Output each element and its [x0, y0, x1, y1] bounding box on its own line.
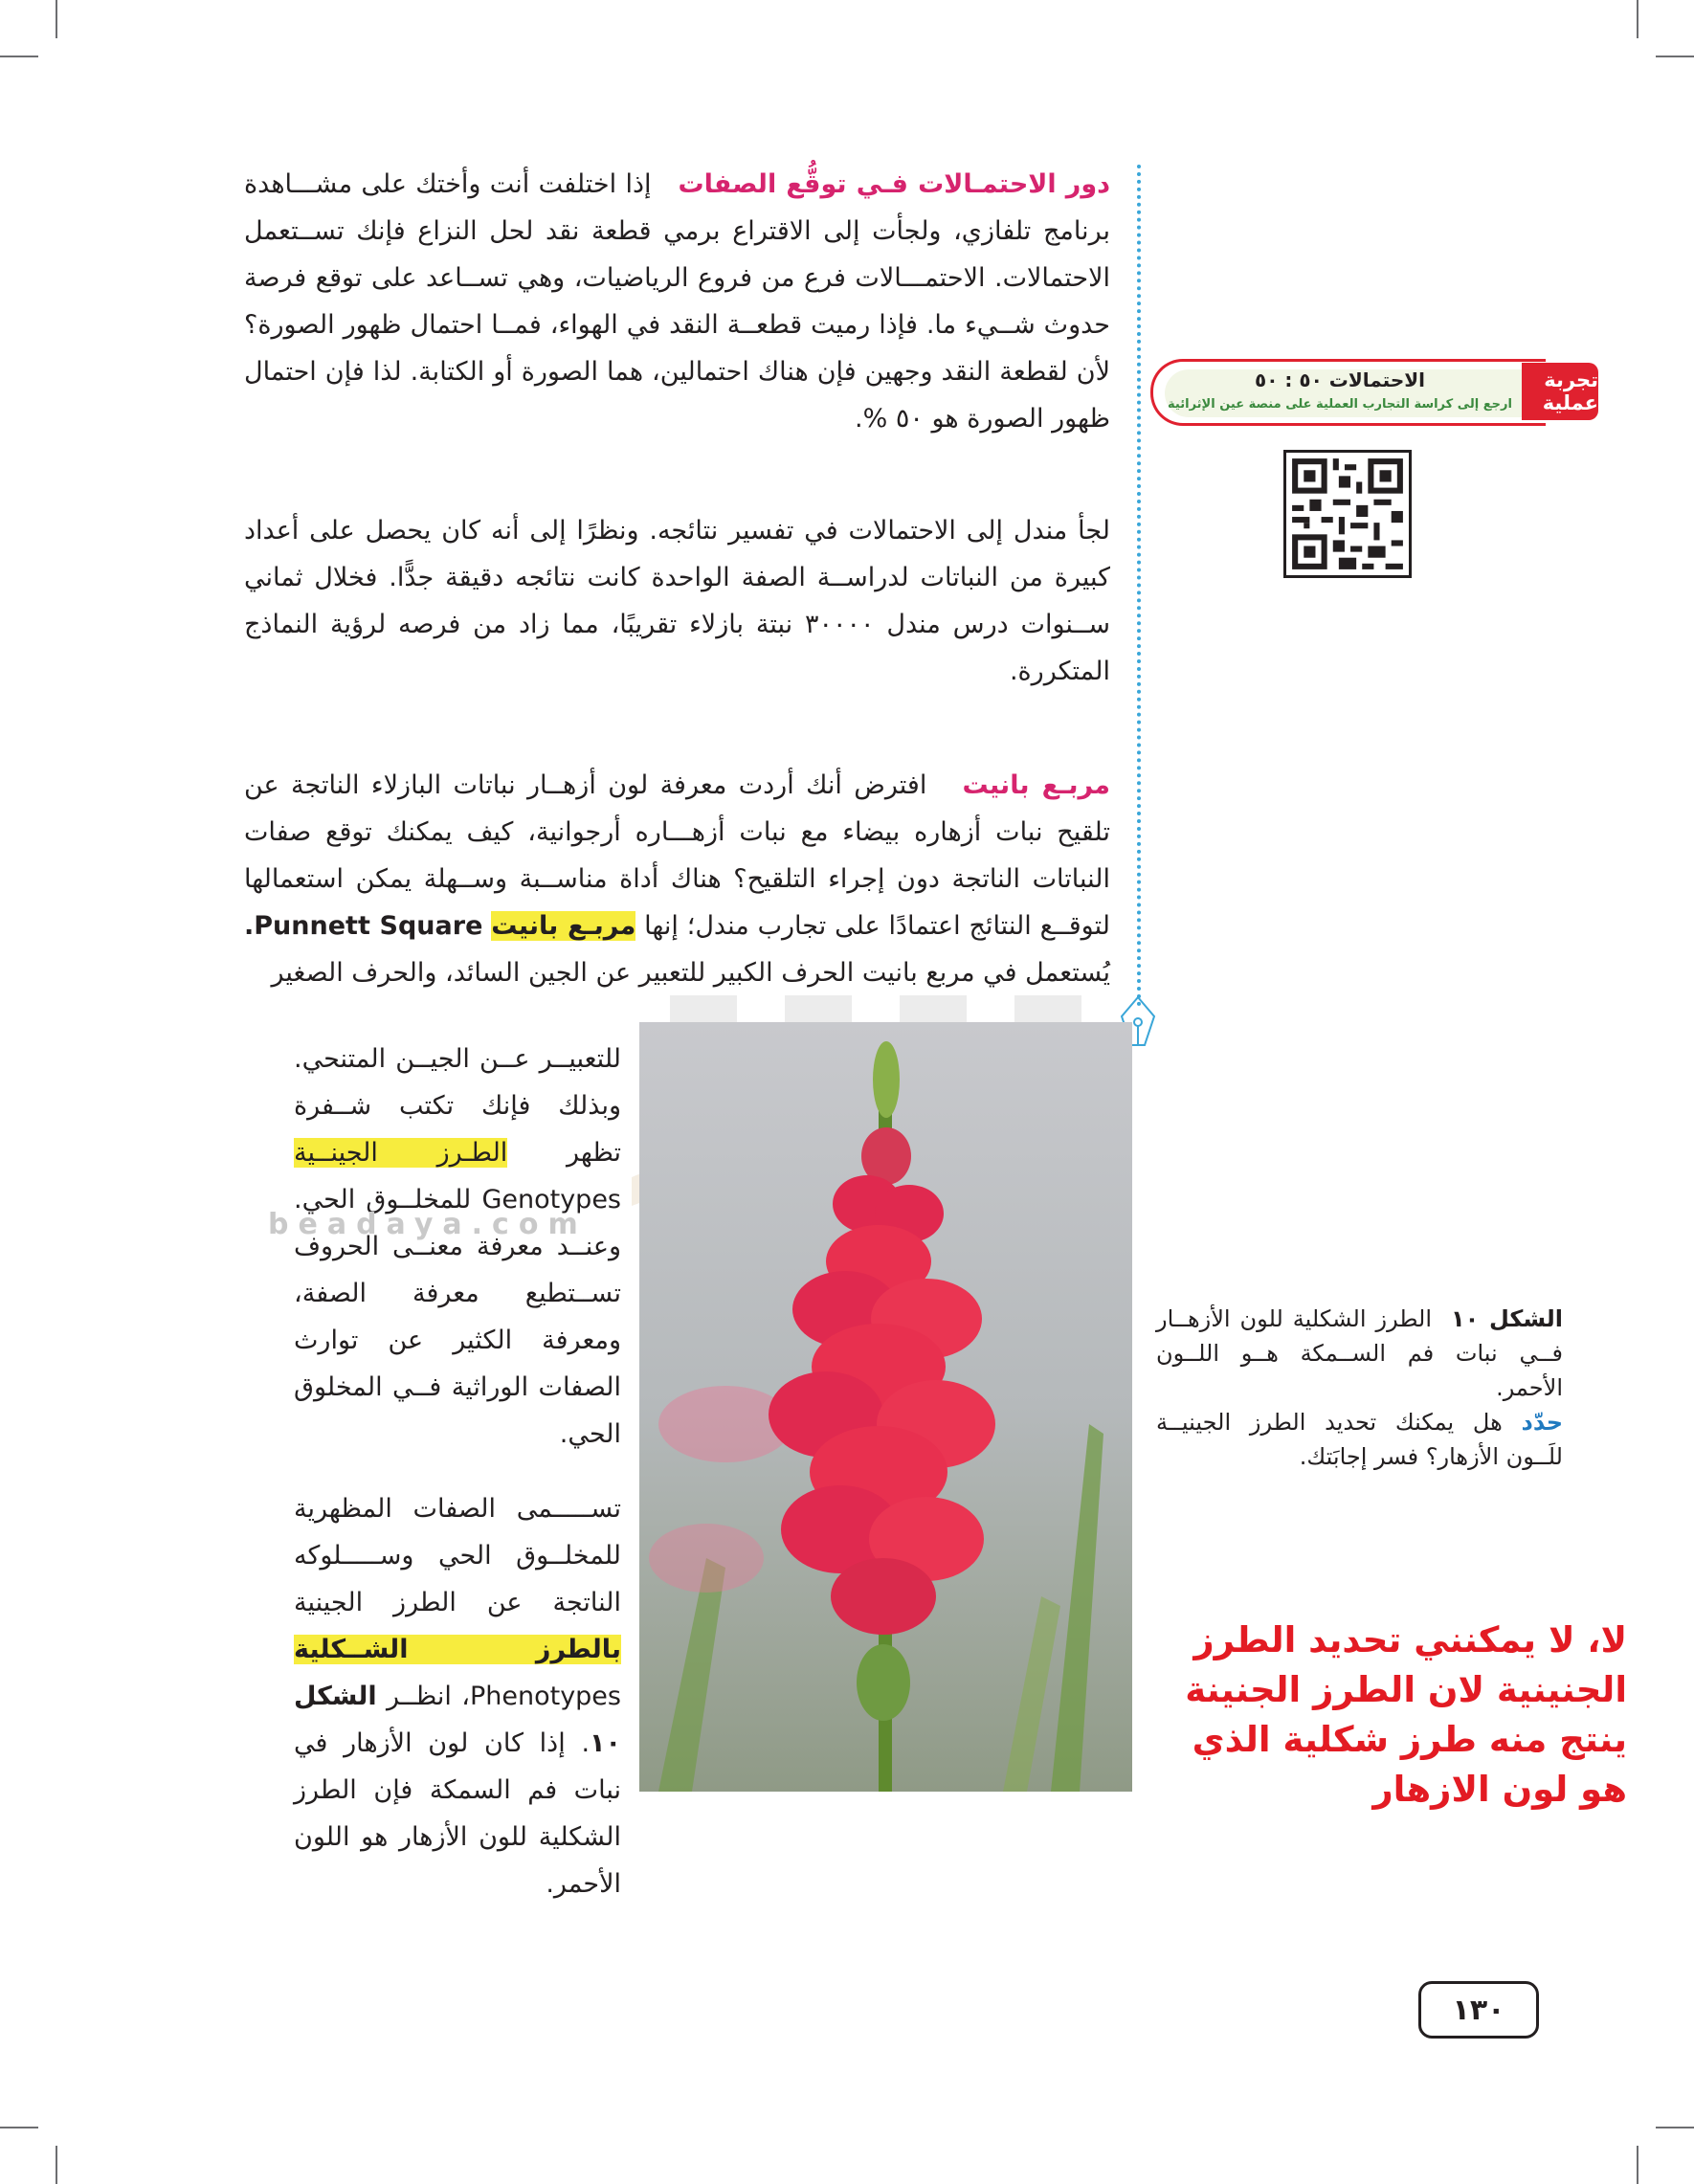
crop-mark	[1656, 56, 1694, 57]
section-genotypes	[294, 1036, 621, 1458]
section-probability	[244, 161, 1110, 442]
paragraph-text: انظــر	[387, 1682, 452, 1711]
english-term: Punnett Square.	[244, 911, 483, 941]
crop-mark	[56, 0, 57, 38]
highlighted-term: مربـع بانيت	[491, 911, 636, 941]
english-term: Phenotypes،	[461, 1682, 621, 1711]
crop-mark	[1637, 2146, 1638, 2184]
watermark-latin: beadaya.com	[268, 1208, 588, 1241]
section-punnett	[244, 762, 1110, 996]
experiment-tag: تجربة عملية	[1522, 363, 1598, 420]
paragraph-text: تســـــمى الصفات المظهرية للمخلــوق الحي وســـــلوكه الناتجة عن الطرز الجينية	[294, 1494, 621, 1617]
crop-mark	[56, 2146, 57, 2184]
section-heading: دور الاحتمـالات فـي توقُّع الصفات	[678, 169, 1110, 199]
caption-verb: حدّد	[1521, 1409, 1563, 1436]
paragraph-text: يُستعمل في مربع بانيت الحرف الكبير للتعبير عن الجين السائد، والحرف الصغير	[271, 958, 1110, 988]
figure-reference: الشكل ١٠	[294, 1682, 621, 1758]
paragraph-text: إذا اختلفت أنت وأختك على مشـــاهدة برنامج تلفازي، ولجأت إلى الاقتراع برمي قطعة نقد لحل النزاع فإنك تســتعمل الاحتمالات. الاحتمـــالات فرع من فروع الرياضيات، وهي تســاعد على توقع فرصة حدوث شــيء ما. فإذا رميت قطعــة النقد في الهواء، فمــا احتمال ظهور الصورة؟ لأن لقطعة النقد وجهين فإن هناك احتمالين، هما الصورة أو الكتابة. لذا فإن احتمال ظهور الصورة هو ٥٠ %.	[244, 169, 1110, 434]
figure-caption	[1156, 1302, 1563, 1474]
experiment-title: الاحتمالات ٥٠ : ٥٠	[1255, 368, 1425, 391]
crop-mark	[1637, 0, 1638, 38]
highlighted-term: بالطرز الشــكلية	[294, 1635, 621, 1664]
crop-mark	[0, 2127, 38, 2128]
experiment-subtitle: ارجع إلى كراسة التجارب العملية على منصة عين الإثرائية	[1168, 397, 1512, 412]
highlighted-term: الطـرز الجينــية	[294, 1138, 508, 1168]
page-number: ١٣٠	[1418, 1981, 1539, 2039]
section-heading: مربـع بانيت	[962, 770, 1110, 800]
english-term: Genotypes	[481, 1185, 621, 1215]
experiment-box[interactable]	[1150, 359, 1598, 426]
column-divider	[1137, 165, 1141, 1007]
paragraph-text: . إذا كان لون الأزهار في نبات فم السمكة فإن الطرز الشكلية للون الأزهار هو اللون الأحمر.	[294, 1728, 621, 1899]
section-phenotypes	[294, 1485, 621, 1907]
figure-label: الشكل ١٠	[1450, 1305, 1563, 1332]
qr-code-icon[interactable]	[1283, 450, 1412, 578]
paragraph-text: للتعبيــر عــن الجيــن المتنحي. وبذلك فإنك تكتب شــفرة تظهر	[294, 1044, 621, 1168]
paragraph-text: لجأ مندل إلى الاحتمالات في تفسير نتائجه. ونظرًا إلى أنه كان يحصل على أعداد كبيرة من النباتات لدراســة الصفة الواحدة كانت نتائجه دقيقة جدًّا. فخلال ثماني ســنوات درس مندل ٣٠٠٠٠ نبتة بازلاء تقريبًا، مما زاد من فرصه لرؤية النماذج المتكررة.	[244, 516, 1110, 686]
student-answer: لا، لا يمكنني تحديد الطرز الجنينية لان الطرز الجنينة ينتج منه طرز شكلية الذي هو لون الازهار	[1185, 1619, 1627, 1810]
crop-mark	[0, 56, 38, 57]
paragraph-text: للمخلــوق الحي. وعنــد معرفة معنــى الحروف تســتطيع معرفة الصفة، ومعرفة الكثير عن توارث الصفات الوراثية فــي المخلوق الحي.	[294, 1185, 621, 1449]
crop-mark	[1656, 2127, 1694, 2128]
section-mendel	[244, 507, 1110, 695]
caption-text: الطرز الشكلية للون الأزهــار فــي نبات فم الســمكة هــو اللــون الأحمر.	[1156, 1305, 1563, 1401]
paragraph-text: افترض أنك أردت معرفة لون أزهــار نباتات البازلاء الناتجة عن تلقيح نبات أزهاره بيضاء مع نبات أزهـــاره أرجوانية، كيف يمكنك توقع صفات النباتات الناتجة دون إجراء التلقيح؟ هناك أداة مناســبة وســهلة يمكن استعمالها لتوقــع النتائج اعتمادًا على تجارب مندل؛ إنها	[244, 770, 1110, 941]
snapdragon-photo	[639, 1022, 1132, 1792]
caption-question: هل يمكنك تحديد الطرز الجينيــة للَــون الأزهار؟ فسر إجابَتك.	[1156, 1409, 1563, 1470]
